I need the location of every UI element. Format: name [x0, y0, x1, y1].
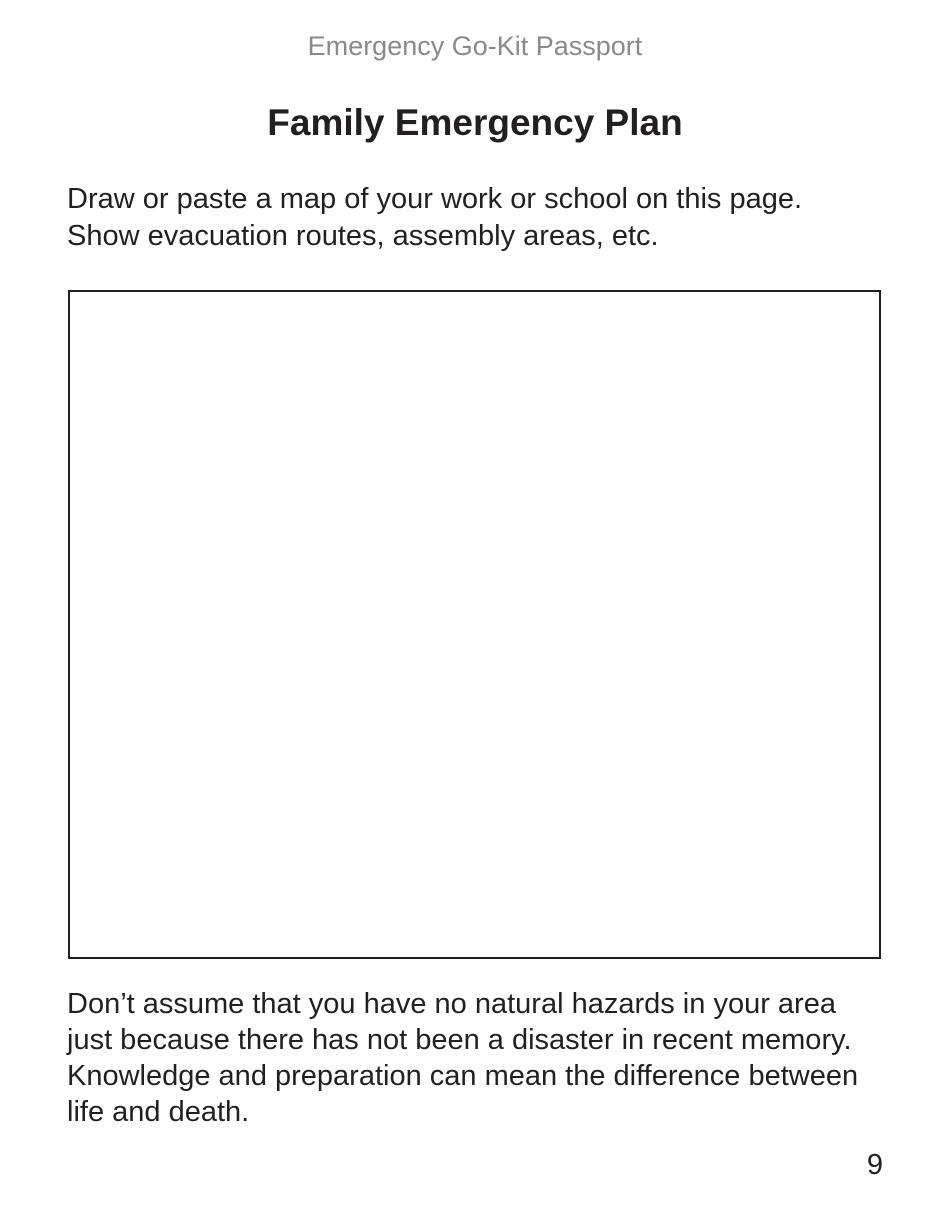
instructions-line-1: Draw or paste a map of your work or school on this page.	[67, 183, 803, 215]
hazard-note: Don’t assume that you have no natural hazards in your area just because there has not been a disaster in recent memory. Knowledge and preparation can mean the difference between life and death.	[67, 988, 859, 1128]
page-number: 9	[866, 1149, 883, 1181]
running-header: Emergency Go-Kit Passport	[307, 31, 643, 61]
map-drawing-area[interactable]	[68, 290, 881, 959]
page-title: Family Emergency Plan	[267, 102, 683, 143]
instructions-line-2: Show evacuation routes, assembly areas, etc.	[67, 220, 659, 252]
instructions	[67, 181, 897, 255]
